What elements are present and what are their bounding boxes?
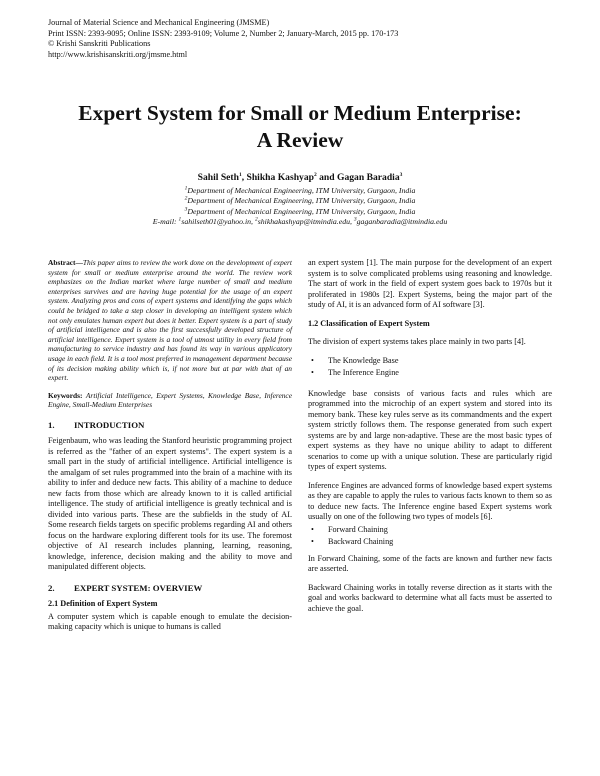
forward-chaining-paragraph: In Forward Chaining, some of the facts are known and further new facts are asserted.: [308, 553, 552, 573]
affiliation-line: [40, 207, 560, 217]
affiliation-line: [40, 186, 560, 196]
email-sup: 2: [254, 216, 258, 223]
keywords: [48, 391, 292, 410]
section-title: INTRODUCTION: [74, 419, 145, 430]
classification-paragraph: The division of expert systems takes place mainly in two parts [4].: [308, 337, 526, 346]
definition-paragraph: A computer system which is capable enough to emulate the decision-making capacity which is unique to humans is called: [48, 611, 292, 632]
paper-title-line1: Expert System for Small or Medium Enterprise:: [78, 101, 522, 125]
introduction-paragraph: Feigenbaum, who was leading the Stanford heuristic programming project is referred as the "father of an expert systems". The expert system is a small part in the study of artificial intelligence. Artificial intelligence is the amalgam of set rules programmed into the brain of a machine with its ability to infer and deduce new facts. This ability of a machine to deduce new facts from those which are already known to it is called artificial intelligence. The study of artificial intelligence is greatly technical and is divided into various parts. These are the subfields in the study of AI. Some research fields targets on specific problems regarding AI and others focus on the hardware exploring different tools for its use. The foremost objective of AI research includes planning, learning, reasoning, knowledge, inference, decision making and the ability to move and manipulated different objects.: [48, 436, 292, 572]
email-line: [40, 217, 560, 227]
journal-url[interactable]: http://www.krishisanskriti.org/jmsme.html: [48, 49, 188, 59]
email-sup: 1: [178, 216, 182, 223]
affiliation-text: Department of Mechanical Engineering, ITM University, Gurgaon, India: [187, 206, 416, 216]
author-sup: 3: [399, 171, 403, 178]
author-separator: and: [316, 172, 337, 183]
paper-title-line2: A Review: [256, 128, 344, 152]
paper-title: [40, 100, 560, 154]
affiliation-sup: 1: [184, 185, 188, 192]
list-item: [308, 368, 552, 379]
list-item: [308, 356, 552, 367]
journal-name: Journal of Material Science and Mechanical Engineering (JMSME): [48, 18, 270, 27]
journal-publisher: © Krishi Sanskriti Publications: [48, 39, 151, 49]
left-column: [48, 258, 292, 641]
author-name: Sahil Seth: [197, 172, 239, 183]
abstract: [48, 258, 292, 383]
backward-chaining-paragraph: Backward Chaining works in totally reverse direction as it starts with the goal and works backward to determine what all facts must be asserted to achieve the goal.: [308, 582, 552, 613]
affiliation-sup: 2: [184, 195, 188, 202]
author-sup: 2: [313, 171, 317, 178]
list-item-text: The Knowledge Base: [328, 355, 399, 365]
list-item-text: The Inference Engine: [328, 368, 399, 377]
author-sup: 1: [238, 171, 242, 178]
section-number: 1.: [48, 419, 55, 430]
subsection-heading-classification: 1.2 Classification of Expert System: [308, 318, 430, 328]
email-link[interactable]: sahilseth01@yahoo.in,: [181, 217, 255, 227]
bullet-icon: •: [311, 524, 314, 534]
classification-list: [308, 356, 552, 379]
affiliation-text: Department of Mechanical Engineering, ITM University, Gurgaon, India: [187, 196, 416, 206]
right-column: [308, 258, 552, 622]
knowledge-base-paragraph: Knowledge base consists of various facts and rules which are programmed into the microchip of an expert system and stored into its memory bank. These key rules serve as its commandments and the expert system strictly follows them. The response generated from such expert systems are by and large non-adaptive. These are the most basic types of expert systems as they have no unique ability to adapt to different scenarios to come up with a unique solution. These are particularly rigid types of expert systems.: [308, 388, 552, 471]
affiliation-line: [40, 196, 560, 206]
list-item: [308, 537, 552, 548]
definition-continued-paragraph: an expert system [1]. The main purpose for the development of an expert system is to solve complicated problems using reasoning and knowledge. The start of work in the field of expert system goes back to 1970s but it proliferated in 1980s [2]. Expert Systems, being the major part of the study of AI, it is an advanced form of AI software [3].: [308, 258, 552, 309]
section-heading-introduction: [48, 420, 292, 431]
keywords-text: Artificial Intelligence, Expert Systems, Knowledge Base, Inference Engine, Small-Medium Enterprises: [48, 390, 292, 410]
author-separator: ,: [241, 172, 247, 183]
bullet-icon: •: [311, 368, 314, 377]
affiliation-text: Department of Mechanical Engineering, ITM University, Gurgaon, India: [187, 186, 416, 195]
email-link[interactable]: gaganbaradia@itmindia.edu: [356, 217, 448, 227]
bullet-icon: •: [311, 537, 314, 546]
chaining-list: [308, 525, 552, 548]
email-sup: 3: [353, 216, 357, 223]
list-item-text: Backward Chaining: [328, 537, 394, 546]
author-name: Gagan Baradia: [336, 172, 400, 183]
affiliations: [40, 186, 560, 228]
abstract-label: Abstract—: [48, 258, 83, 267]
abstract-text: This paper aims to review the work done on the development of expert system for small or medium enterprise around the world. The review work emphasizes on the Indian market where large number of small and medium enterprises survives and are having huge potential for the usage of an expert system. Analyzing pros and cons of expert systems and identifying the gaps which could be bridged to take a step closer in developing an intelligent system which not only emulates human expert but does it better. Expert system is a part of study of artificial intelligence and is also the first successfully developed structure of artificial intelligence. Expert system is a tool of utmost utility in every field from manufacturing to service industry and has found its way in various applicatory usage in each field. It is a tool most preferred in management department because of its decision making ability which is, if not more but at par with that of an expert.: [48, 258, 292, 383]
inference-engine-paragraph: Inference Engines are advanced forms of knowledge based expert systems as they are capable to apply the rules to various facts known to them so as to deduce new facts. The Inference engine based Expert systems work usually on one of the following two types of models [6].: [308, 480, 552, 521]
section-heading-overview: [48, 583, 292, 594]
email-label: E-mail:: [152, 217, 179, 227]
email-link[interactable]: shikhakashyap@itmindia.edu,: [257, 217, 354, 227]
keywords-label: Keywords:: [48, 390, 86, 400]
author-list: [40, 172, 560, 183]
section-title: EXPERT SYSTEM: OVERVIEW: [74, 582, 203, 593]
affiliation-sup: 3: [184, 206, 188, 213]
section-number: 2.: [48, 582, 55, 593]
list-item-text: Forward Chaining: [328, 524, 388, 534]
list-item: [308, 525, 552, 536]
bullet-icon: •: [311, 355, 314, 365]
author-name: Shikha Kashyap: [246, 172, 314, 183]
journal-issn: Print ISSN: 2393-9095; Online ISSN: 2393-9109; Volume 2, Number 2; January-March, 2015 pp. 170-173: [48, 28, 399, 38]
journal-header: [48, 18, 568, 60]
subsection-heading-definition: 2.1 Definition of Expert System: [48, 599, 158, 609]
